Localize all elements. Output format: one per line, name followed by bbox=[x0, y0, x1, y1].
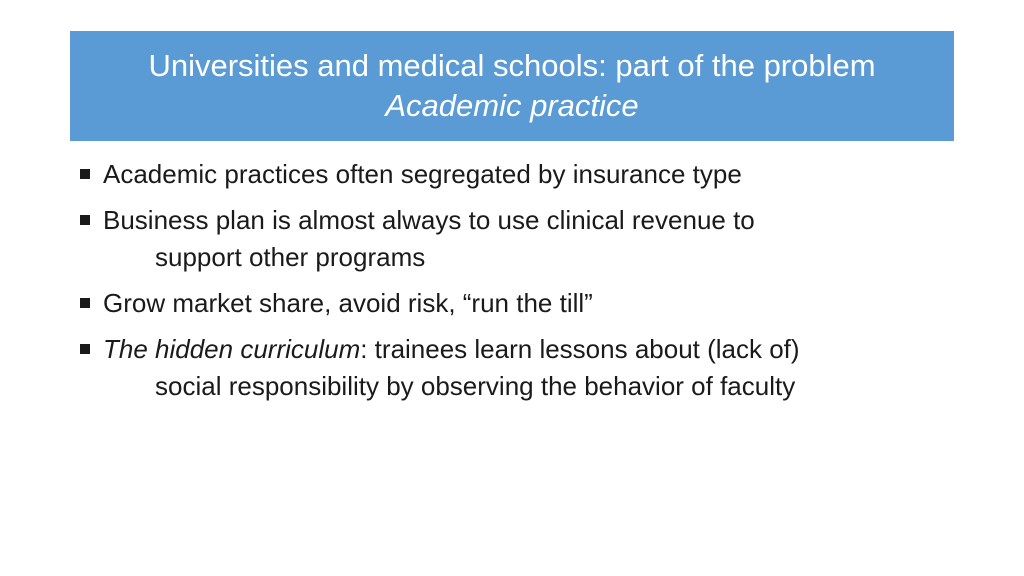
bullet-text: Business plan is almost always to use clinical revenue to bbox=[103, 205, 755, 235]
title-banner bbox=[70, 31, 954, 141]
bullet-item bbox=[78, 202, 958, 276]
square-bullet-icon bbox=[80, 215, 90, 225]
bullet-item bbox=[78, 331, 958, 405]
bullet-item bbox=[78, 285, 958, 322]
slide-title: Universities and medical schools: part of the problem bbox=[148, 48, 876, 83]
square-bullet-icon bbox=[80, 169, 90, 179]
bullet-text: Academic practices often segregated by insurance type bbox=[103, 159, 742, 189]
bullet-text-continuation: social responsibility by observing the behavior of faculty bbox=[155, 371, 796, 401]
bullet-item bbox=[78, 156, 958, 193]
bullet-text-rest: : trainees learn lessons about (lack of) bbox=[360, 334, 800, 364]
bullet-text bbox=[103, 331, 958, 368]
square-bullet-icon bbox=[80, 298, 90, 308]
square-bullet-icon bbox=[80, 344, 90, 354]
bullet-list bbox=[78, 156, 958, 414]
bullet-text: Grow market share, avoid risk, “run the till” bbox=[103, 288, 593, 318]
bullet-text-continuation: support other programs bbox=[155, 242, 426, 272]
slide-subtitle: Academic practice bbox=[385, 88, 639, 123]
bullet-emphasis: The hidden curriculum bbox=[103, 334, 361, 364]
